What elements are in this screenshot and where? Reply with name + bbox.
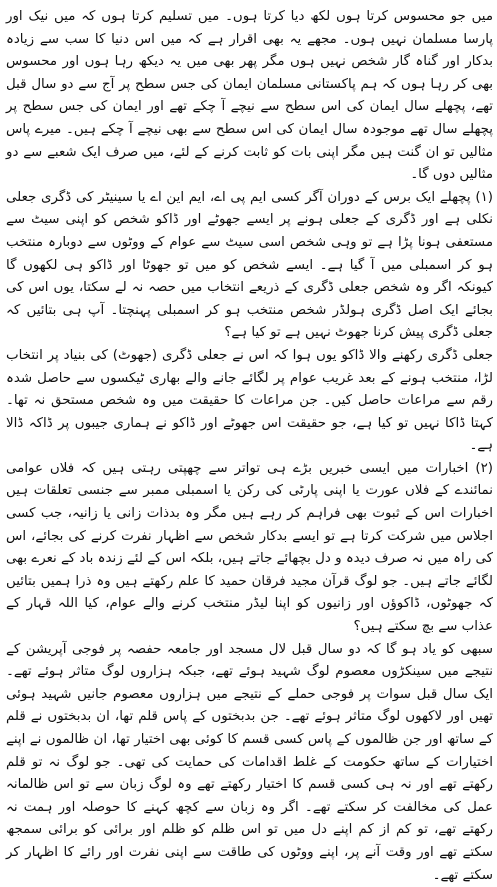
paragraph-lal-masjid: سبھی کو یاد ہو گا کہ دو سال قبل لال مسجد اور جامعہ حفصہ پر فوجی آپریشن کے نتیجے میں سینکڑوں معصوم لوگ شہید ہوئے تھے، جبکہ ہزاروں لوگ متاثر ہوئے تھے۔ ایک سال قبل سوات پر فوجی حملے کے نتیجے میں ہزاروں معصوم جانیں شہید ہوئی تھیں اور لاکھوں لوگ متاثر ہوئے تھے۔ جن بدبختوں کے پاس قلم تھا، ان بدبختوں نے قلم کے ساتھ اور جن ظالموں کے پاس کسی قسم کا کوئی بھی اختیار تھا، ان ظالموں نے اپنے اختیارات کے ساتھ حکومت کے غلط اقدامات کی حمایت کی تھی۔ جو لوگ نہ تو قلم رکھتے تھے اور نہ ہی کسی قسم کا اختیار رکھتے تھے وہ لوگ زبان سے تو اس ظالمانہ عمل کی مخالفت کر سکتے تھے۔ اگر وہ زبان سے کچھ کہنے کا حوصلہ اور ہمت نہ رکھتے تھے، تو کم از کم اپنے دل میں تو اس ظلم کو ظلم اور برائی کو برائی سمجھ سکتے تھے اور وقت آنے پر، اپنے ووٹوں کی طاقت سے اپنی نفرت اور رائے کا اظہار کر سکتے تھے۔ [6, 641, 493, 883]
paragraph-fake-degree: جعلی ڈگری رکھنے والا ڈاکو یوں ہوا کہ اس نے جعلی ڈگری (جھوٹ) کی بنیاد پر انتخاب لڑا، منتخب ہونے کے بعد غریب عوام پر لگائے جانے والے بھاری ٹیکسوں سے حاصل شدہ رقم سے مراعات حاصل کیں۔ جن مراعات کا حقیقت میں وہ شخص مستحق نہ تھا۔ کہتا ڈاکا نہیں تو کیا ہے، جو حقیقت اس جھوٹے اور ڈاکو نے ہماری جیبوں پر ڈاکہ ڈالا ہے۔ [6, 347, 493, 454]
paragraph-example-one: (۱) پچھلے ایک برس کے دوران آگر کسی ایم پی اے، ایم این اے یا سینیٹر کی ڈگری جعلی نکلی ہے اور ڈگری کے جعلی ہونے پر ایسے جھوٹے اور ڈاکو شخص کو اپنی سیٹ سے مستعفی ہونا پڑا ہے تو وہی شخص اسی سیٹ سے عوام کے ووٹوں سے دوبارہ منتخب ہو کر اسمبلی میں آ گیا ہے۔ ایسے شخص کو میں تو جھوٹا اور ڈاکو ہی لکھوں گا کیونکہ اگر وہ شخص جعلی ڈگری کے ذریعے انتخاب میں حصہ نہ لے سکتا، یوں اس کی بجائے ایک اصل ڈگری ہولڈر شخص منتخب ہو کر اسمبلی پہنچتا۔ آپ ہی بتائیں کہ جعلی ڈگری پیش کرنا جھوٹ نہیں ہے تو کیا ہے؟ [6, 189, 493, 341]
paragraph-intro: میں جو محسوس کرتا ہوں لکھ دیا کرتا ہوں۔ میں تسلیم کرتا ہوں کہ میں نیک اور پارسا مسلمان نہیں ہوں۔ مجھے یہ بھی اقرار ہے کہ میں اس دنیا کا سب سے زیادہ بدکار اور گناہ گار شخص نہیں ہوں مگر پھر بھی میں یہ دیکھ رہا ہوں اور محسوس بھی کر رہا ہوں کہ ہم پاکستانی مسلمان ایمان کی جس سطح پر آج سے دو سال قبل تھے، پچھلے سال ایمان کی اس سطح سے نیچے آ چکے تھے اور ایمان کی جس سطح پر پچھلے سال تھے موجودہ سال ایمان کی اس سطح سے بھی نیچے آ چکے ہیں۔ میرے پاس مثالیں تو ان گنت ہیں مگر اپنی بات کو ثابت کرنے کے لئے، میں صرف ایک شعبے سے دو مثالیں دوں گا۔ [6, 9, 493, 183]
paragraph-example-two: (۲) اخبارات میں ایسی خبریں بڑے ہی تواتر سے چھپتی رہتی ہیں کہ فلاں عوامی نمائندے کے فلاں عورت یا اپنی پارٹی کی رکن یا اسمبلی ممبر سے جنسی تعلقات ہیں اخبارات اس کے ثبوت بھی فراہم کر رہے ہیں مگر وہ بدذات زانی یا زانیہ، جب کسی اجلاس میں شرکت کرتا ہے تو ایسے بدکار شخص سے اظہار نفرت کرنے کی بجائے، اس کی راہ میں نہ صرف دیدہ و دل بچھائے جاتے ہیں، بلکہ اس کے لئے زندہ باد کے نعرے بھی لگائے جاتے ہیں۔ جو لوگ قرآن مجید فرقان حمید کا علم رکھتے ہیں وہ ذرا ہمیں بتائیں کہ جھوٹوں، ڈاکوؤں اور زانیوں کو اپنا لیڈر منتخب کرنے والے عوام، کیا اللہ قہار کے عذاب سے بچ سکتے ہیں؟ [6, 460, 493, 635]
